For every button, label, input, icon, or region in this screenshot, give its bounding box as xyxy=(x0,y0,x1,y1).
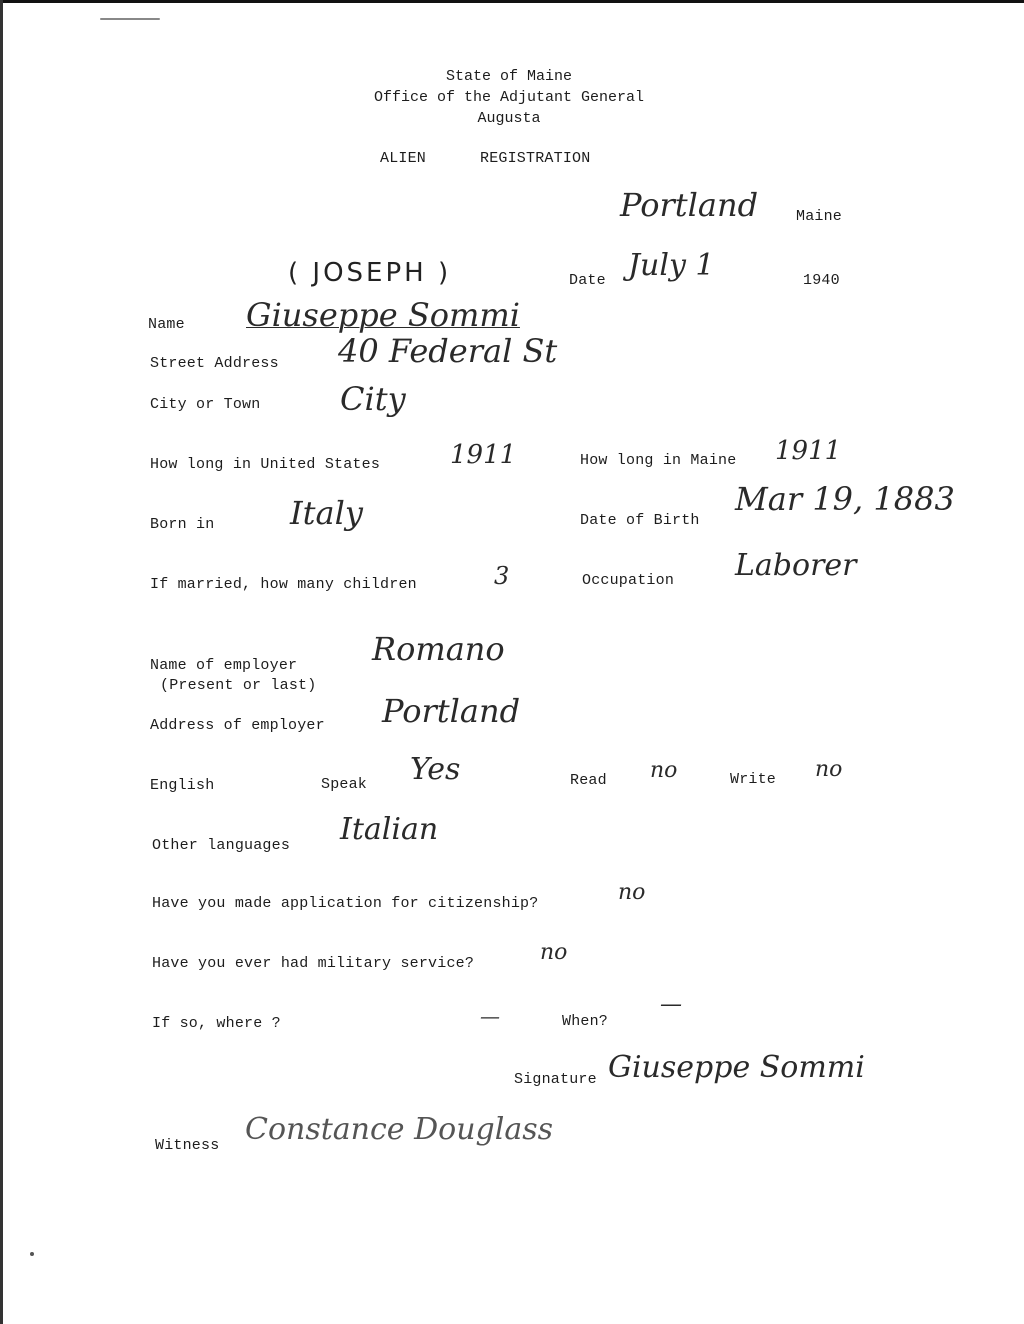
born-in-value[interactable]: Italy xyxy=(290,494,363,532)
occupation-leader xyxy=(690,586,898,588)
other-languages-value[interactable]: Italian xyxy=(340,812,439,847)
date-year: 1940 xyxy=(803,272,840,289)
maine-duration-leader xyxy=(762,466,897,468)
dob-label: Date of Birth xyxy=(580,512,700,529)
scan-speck xyxy=(100,18,160,20)
citizenship-label: Have you made application for citizenship? xyxy=(152,895,539,912)
name-label: Name xyxy=(148,316,185,333)
place-value[interactable]: Portland xyxy=(620,186,759,224)
witness-label: Witness xyxy=(155,1137,220,1154)
english-leader xyxy=(243,791,321,793)
maine-duration-label: How long in Maine xyxy=(580,452,737,469)
employer-label: Name of employer xyxy=(150,657,298,674)
employer-leader xyxy=(330,671,898,673)
speak-value[interactable]: Yes xyxy=(410,752,461,787)
employer-value[interactable]: Romano xyxy=(372,630,505,668)
date-leader xyxy=(615,286,800,288)
scan-border-top xyxy=(0,0,1024,3)
when-label: When? xyxy=(562,1013,609,1030)
children-leader xyxy=(440,590,575,592)
english-label: English xyxy=(150,777,215,794)
street-value[interactable]: 40 Federal St xyxy=(338,332,558,370)
read-value[interactable]: no xyxy=(650,758,678,783)
form-title-registration: REGISTRATION xyxy=(480,150,591,167)
when-value[interactable]: — xyxy=(660,992,682,1017)
read-label: Read xyxy=(570,772,607,789)
dob-leader xyxy=(718,526,898,528)
employer-address-leader xyxy=(353,731,898,733)
scan-speck xyxy=(30,1252,34,1256)
born-in-label: Born in xyxy=(150,516,215,533)
where-label: If so, where ? xyxy=(152,1015,281,1032)
children-value[interactable]: 3 xyxy=(494,562,510,590)
citizenship-leader xyxy=(577,909,898,911)
city-value[interactable]: City xyxy=(340,380,406,418)
witness-leader xyxy=(243,1151,506,1153)
when-leader xyxy=(614,1027,898,1029)
military-leader xyxy=(505,969,898,971)
scan-border-left xyxy=(0,0,3,1324)
witness-value[interactable]: Constance Douglass xyxy=(245,1112,553,1147)
maine-duration-value[interactable]: 1911 xyxy=(775,436,842,466)
where-leader xyxy=(298,1029,560,1031)
write-leader xyxy=(788,785,898,787)
read-leader xyxy=(613,786,728,788)
name-value[interactable]: Giuseppe Sommi xyxy=(246,296,520,334)
place-label: Maine xyxy=(796,208,843,225)
children-label: If married, how many children xyxy=(150,576,417,593)
dob-value[interactable]: Mar 19, 1883 xyxy=(735,480,955,518)
alias-note: ( JOSEPH ) xyxy=(288,258,452,288)
occupation-label: Occupation xyxy=(582,572,675,589)
signature-label: Signature xyxy=(514,1071,597,1088)
signature-value[interactable]: Giuseppe Sommi xyxy=(608,1050,865,1085)
employer-address-label: Address of employer xyxy=(150,717,325,734)
street-label: Street Address xyxy=(150,355,279,372)
speak-label: Speak xyxy=(321,776,368,793)
citizenship-value[interactable]: no xyxy=(618,880,646,905)
header-state: State of Maine xyxy=(445,68,573,85)
us-duration-label: How long in United States xyxy=(150,456,381,473)
write-value[interactable]: no xyxy=(815,757,843,782)
form-title-alien: ALIEN xyxy=(380,150,427,167)
header-city: Augusta xyxy=(477,110,541,127)
employer-sublabel: (Present or last) xyxy=(160,677,317,694)
us-duration-leader xyxy=(410,470,575,472)
employer-address-value[interactable]: Portland xyxy=(382,692,521,730)
military-label: Have you ever had military service? xyxy=(152,955,475,972)
us-duration-value[interactable]: 1911 xyxy=(450,440,517,470)
city-label: City or Town xyxy=(150,396,261,413)
date-value[interactable]: July 1 xyxy=(628,248,715,283)
write-label: Write xyxy=(730,771,777,788)
where-value[interactable]: — xyxy=(480,1004,500,1028)
other-languages-label: Other languages xyxy=(152,837,291,854)
military-value[interactable]: no xyxy=(540,940,568,965)
date-label: Date xyxy=(569,272,606,289)
occupation-value[interactable]: Laborer xyxy=(735,548,857,583)
other-languages-leader xyxy=(313,851,898,853)
speak-leader xyxy=(377,791,567,793)
header-office: Office of the Adjutant General xyxy=(373,89,645,106)
